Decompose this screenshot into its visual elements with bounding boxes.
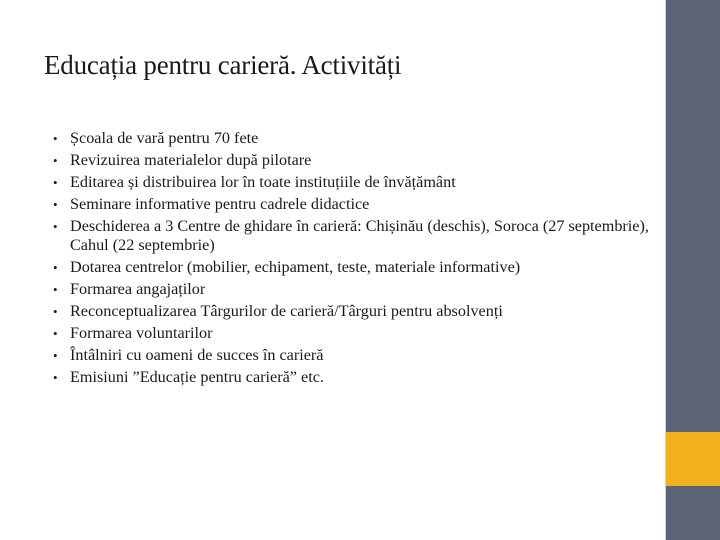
bullet-icon: •: [53, 326, 58, 342]
list-item-text: Seminare informative pentru cadrele didactice: [70, 195, 370, 213]
bullet-icon: •: [53, 175, 58, 190]
slide-title: Educația pentru carieră. Activități: [44, 50, 402, 80]
bullet-icon: •: [53, 304, 58, 320]
list-item-text: Școala de vară pentru 70 fete: [70, 129, 259, 147]
bullet-icon: •: [53, 370, 58, 386]
list-item: [53, 368, 653, 387]
bullet-icon: •: [53, 131, 58, 146]
list-item: [53, 129, 653, 148]
list-item: [53, 195, 653, 214]
list-item-text: Întâlniri cu oameni de succes în carieră: [70, 346, 324, 365]
list-item-text: Emisiuni ”Educație pentru carieră” etc.: [70, 368, 324, 387]
list-item: [53, 258, 653, 277]
list-item-text: Dotarea centrelor (mobilier, echipament, teste, materiale informative): [70, 258, 521, 277]
list-item-text: Reconceptualizarea Târgurilor de carieră/Târguri pentru absolvenți: [70, 302, 503, 321]
list-item: [53, 280, 653, 299]
decorative-sidebar: [665, 0, 720, 540]
list-item-text: Formarea voluntarilor: [70, 324, 213, 343]
list-item: [53, 302, 653, 321]
list-item-text: Revizuirea materialelor după pilotare: [70, 151, 312, 169]
list-item: [53, 151, 653, 170]
bullet-icon: •: [53, 348, 58, 364]
bullet-icon: •: [53, 260, 58, 276]
sidebar-accent-block: [666, 432, 720, 486]
list-item-text: Deschiderea a 3 Centre de ghidare în carieră: Chișinău (deschis), Soroca (27 septembrie), Cahul (22 septembrie): [70, 217, 649, 255]
bullet-icon: •: [53, 153, 58, 168]
bullet-icon: •: [53, 197, 58, 212]
bullet-icon: •: [53, 219, 58, 234]
bullet-icon: •: [53, 282, 58, 298]
list-item: [53, 217, 653, 255]
list-item: [53, 346, 653, 365]
list-item-text: Editarea și distribuirea lor în toate instituțiile de învățământ: [70, 173, 456, 191]
list-item-text: Formarea angajaților: [70, 280, 206, 299]
list-item: [53, 173, 653, 192]
bullet-list: [53, 129, 653, 390]
list-item: [53, 324, 653, 343]
